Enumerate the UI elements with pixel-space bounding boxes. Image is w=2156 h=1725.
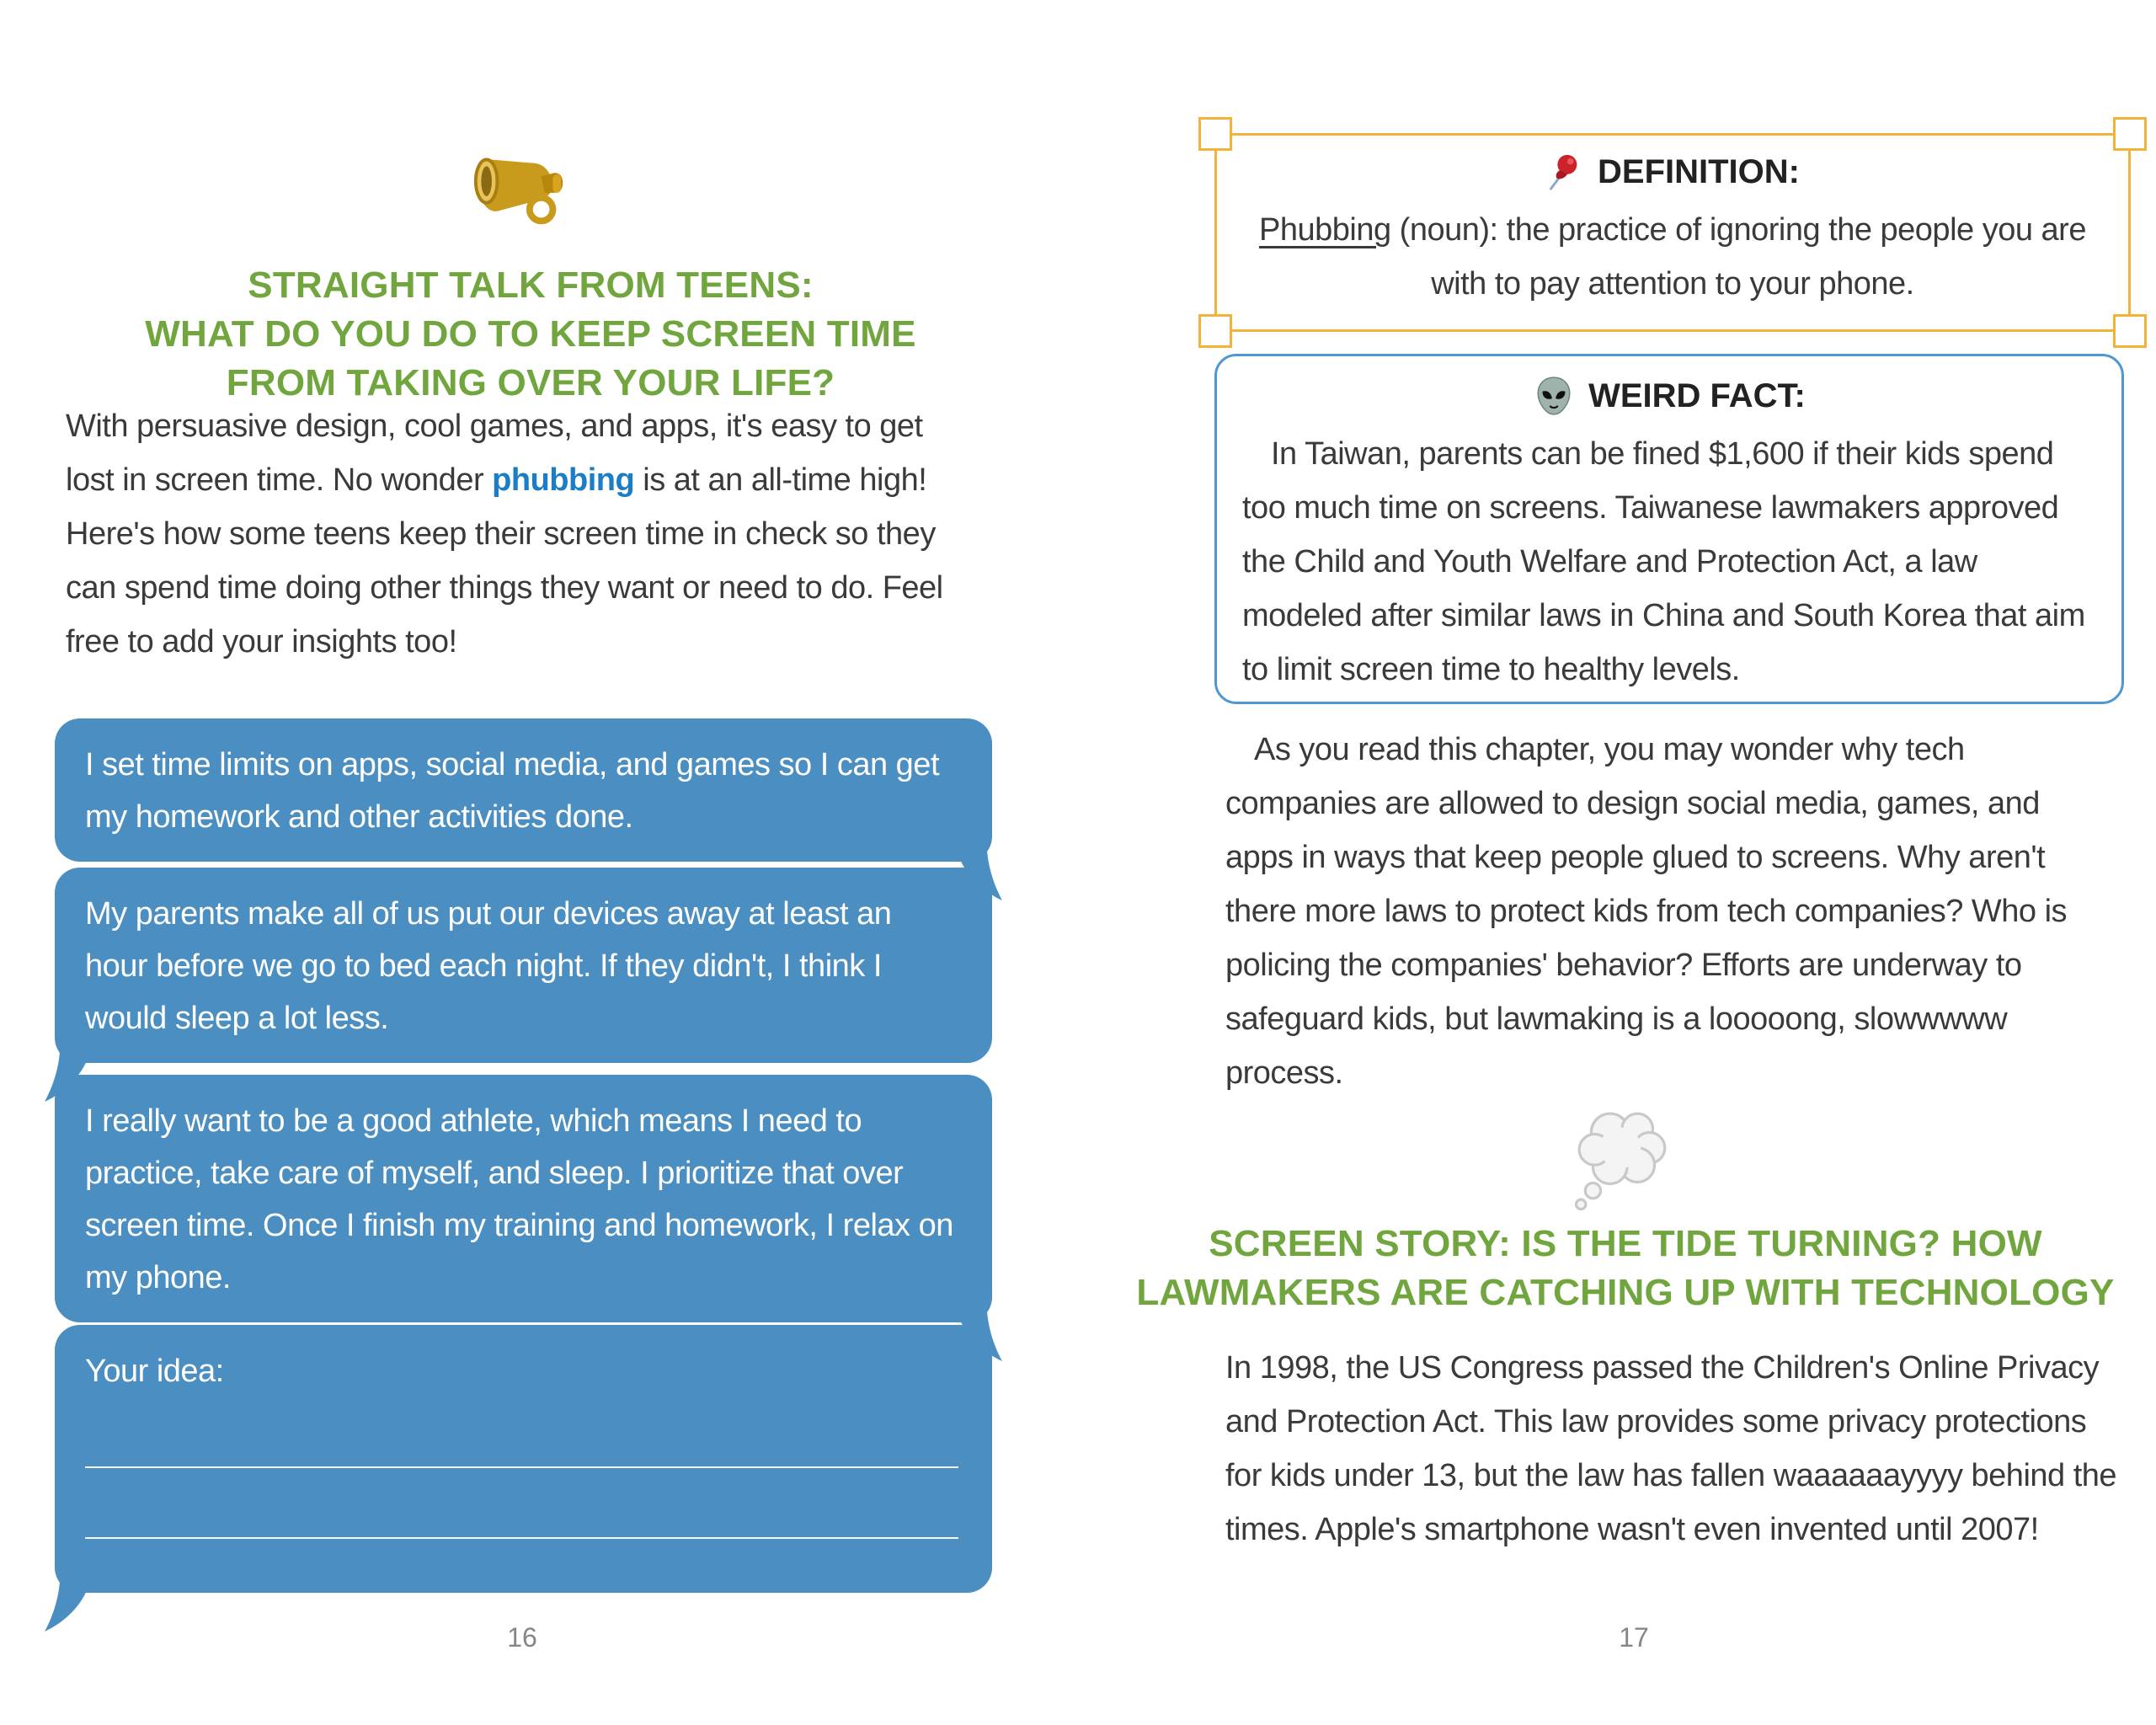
frame-corner-ornament	[2113, 314, 2147, 348]
frame-corner-ornament	[2113, 117, 2147, 151]
intro-text-before: With persuasive design, cool games, and apps, it's easy to get lost in screen time. No wonder	[66, 409, 923, 498]
left-heading-line-2: WHAT DO YOU DO TO KEEP SCREEN TIME	[145, 313, 916, 355]
lawmakers-paragraph: In 1998, the US Congress passed the Children's Online Privacy and Protection Act. This law provides some privacy protections for kids under 13, but the law has fallen waaaaaayyyy behind the times. Apple's smartphone wasn't even invented until 2007!	[1225, 1350, 2117, 1547]
left-heading	[17, 261, 1044, 408]
write-in-line-3[interactable]	[85, 1608, 958, 1610]
weird-fact-title-row	[1217, 375, 2121, 417]
weird-fact-text: In Taiwan, parents can be fined $1,600 if their kids spend too much time on screens. Taiwanese lawmakers approved the Child and Youth Welfare and Protection Act, a law modeled after similar laws in China and South Korea that aim to limit screen time to healthy levels.	[1242, 436, 2085, 687]
left-heading-line-1: STRAIGHT TALK FROM TEENS:	[248, 264, 814, 306]
definition-title-row	[1217, 152, 2128, 191]
definition-title: DEFINITION:	[1598, 152, 1800, 190]
weird-fact-title: WEIRD FACT:	[1588, 377, 1806, 414]
definition-text	[1245, 203, 2100, 311]
alien-icon	[1533, 375, 1575, 417]
megaphone-icon	[468, 133, 574, 239]
definition-term: Phubbing	[1259, 212, 1391, 248]
pushpin-icon	[1545, 152, 1584, 191]
page-number-right: 17	[1619, 1622, 1649, 1653]
teen-quote-bubble-3	[55, 1075, 992, 1322]
definition-body: (noun): the practice of ignoring the people you are with to pay attention to your phone.	[1390, 212, 2086, 302]
teen-quote-3-text: I really want to be a good athlete, which means I need to practice, take care of myself, and sleep. I prioritize that over screen time. Once I finish my training and homework, I relax on my phone.	[85, 1103, 953, 1295]
page-right	[1078, 0, 2156, 1725]
intro-text-after: is at an all-time high! Here's how some teens keep their screen time in check so they can spend time doing other things they want or need to do. Feel free to add your insights too!	[66, 462, 943, 660]
teen-quote-1-text: I set time limits on apps, social media, and games so I can get my homework and other activities done.	[85, 747, 940, 835]
teen-quote-2-text: My parents make all of us put our devices away at least an hour before we go to bed each night. If they didn't, I think I would sleep a lot less.	[85, 896, 892, 1036]
screen-story-heading-line-2: LAWMAKERS ARE CATCHING UP WITH TECHNOLOGY	[1136, 1272, 2115, 1313]
phubbing-term: phubbing	[492, 462, 635, 498]
write-in-line-2[interactable]	[85, 1537, 958, 1539]
your-idea-label: Your idea:	[85, 1354, 224, 1389]
teen-quote-bubble-2	[55, 868, 992, 1063]
chapter-paragraph: As you read this chapter, you may wonder why tech companies are allowed to design social media, games, and apps in ways that keep people glued to screens. Why aren't there more laws to protect kids from tech companies? Who is policing the companies' behavior? Efforts are underway to safeguard kids, but lawmaking is a looooong, slowwwww process.	[1225, 732, 2068, 1091]
your-idea-bubble	[55, 1325, 992, 1593]
thought-balloon-icon	[1568, 1105, 1679, 1211]
teen-quote-bubble-1	[55, 718, 992, 862]
page-number-left: 16	[507, 1622, 537, 1653]
weird-fact-box	[1214, 354, 2124, 704]
definition-box	[1214, 133, 2131, 332]
left-heading-line-3: FROM TAKING OVER YOUR LIFE?	[226, 362, 835, 403]
screen-story-heading	[1103, 1220, 2148, 1317]
frame-corner-ornament	[1198, 117, 1232, 151]
frame-corner-ornament	[1198, 314, 1232, 348]
screen-story-heading-line-1: SCREEN STORY: IS THE TIDE TURNING? HOW	[1209, 1223, 2042, 1264]
intro-paragraph	[66, 399, 946, 669]
write-in-line-1[interactable]	[85, 1466, 958, 1468]
